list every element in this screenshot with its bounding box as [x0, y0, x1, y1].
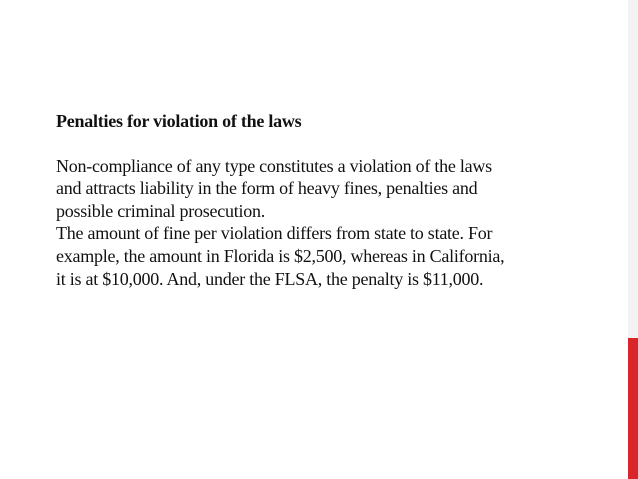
text-line: it is at $10,000. And, under the FLSA, the penalty is $11,000. [56, 268, 484, 289]
paragraph-fine-amounts [56, 222, 596, 290]
side-bar-red-accent [628, 338, 638, 479]
text-line: The amount of fine per violation differs from state to state. For [56, 223, 493, 244]
side-bar-gray [628, 0, 638, 338]
slide-content [56, 110, 596, 290]
text-line: possible criminal prosecution. [56, 200, 265, 221]
slide-heading: Penalties for violation of the laws [56, 111, 302, 131]
text-line: Non-compliance of any type constitutes a violation of the laws [56, 155, 492, 176]
text-line: example, the amount in Florida is $2,500, whereas in California, [56, 245, 505, 266]
text-line: and attracts liability in the form of heavy fines, penalties and [56, 178, 478, 199]
paragraph-noncompliance [56, 155, 596, 223]
